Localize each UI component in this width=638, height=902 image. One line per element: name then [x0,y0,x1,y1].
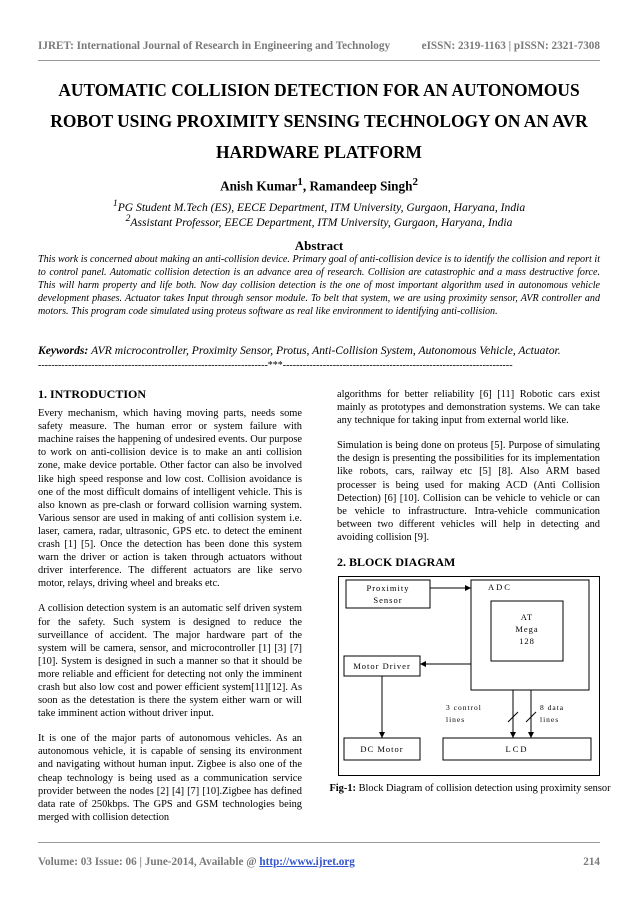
author-1-sup: 1 [297,176,303,188]
dc-motor-label: DC Motor [360,744,404,754]
footer-volume [38,856,355,868]
lcd-label: LCD [505,744,529,754]
data-lines-label-1: 8 data [540,703,565,712]
author-2: Ramandeep Singh [309,178,413,194]
right-column [337,388,600,575]
footer-prefix: Volume: 03 Issue: 06 | June-2014, Available @ [38,856,260,868]
section-separator: ---------------------------------------------------------------------***--------------------------------------------------------------------- [38,360,513,371]
adc-label: ADC [488,582,512,592]
caption-text: Block Diagram of collision detection using proximity sensor [356,783,611,794]
page-number: 214 [583,856,600,868]
paper-title [40,75,598,168]
journal-name: IJRET: International Journal of Research in Engineering and Technology [38,40,391,52]
abstract-heading: Abstract [294,238,344,253]
atmega-label-1: AT [520,612,534,622]
running-footer [38,856,600,868]
intro-paragraph-4: algorithms for better reliability [6] [11] Robotic cars exist mainly as prototypes and demonstration systems. We can take any technique for taking input from external world like. [337,389,600,427]
keywords-label: Keywords: [38,344,89,357]
control-lines-label-1: 3 control [446,703,482,712]
footer-rule [38,842,600,843]
motor-driver-label: Motor Driver [353,661,411,671]
data-lines-label-2: lines [540,715,560,724]
affiliation-1 [38,198,600,214]
running-header [38,40,600,52]
atmega-label-3: 128 [519,636,535,646]
issn: eISSN: 2319-1163 | pISSN: 2321-7308 [421,40,600,52]
introduction-heading: 1. INTRODUCTION [38,387,147,401]
block-diagram [338,576,600,776]
figure-caption [320,782,620,795]
affiliation-1-text: PG Student M.Tech (ES), EECE Department, ITM University, Gurgaon, Haryana, India [117,200,526,214]
left-column [38,388,302,836]
keywords-text: AVR microcontroller, Proximity Sensor, Protus, Anti-Collision System, Autonomous Vehicle, Actuator. [91,344,561,357]
atmega-label-2: Mega [515,624,539,634]
intro-paragraph-2: A collision detection system is an automatic self driven system for the safety. Such system is designed to reduce the surveillance of accident. The major hardware part of the system will be camera, sensor, and microcontroller [1] [3] [7] [10]. System is designed in such a manner so that it should be more reliable and efficient for detecting not only the imminent crash but also low cost and power efficient system[11][12]. As soon as the detestation is there the system either warn or will take imminent action without driver input. [38,603,302,720]
author-1: Anish Kumar [220,178,298,194]
affiliation-2-sup: 2 [125,213,131,224]
title-line-3: HARDWARE PLATFORM [216,142,422,162]
affiliation-2 [38,213,600,229]
intro-paragraph-1: Every mechanism, which having moving parts, needs some safety measure. The human error or system failure with machine raises the happening of undesired events. Our purpose to work on anti-collision device is to make an anti collision zone, make device portable. Other factor can also be involved like high speed response and low cost. Collision avoidance is one of the most difficult domains of intelligent vehicle. This is also known as pre-clash or forward collision warning system. Various sensor are used in making of anti collision system i.e. laser, camera, radar, ultrasonic, GPS etc. to detect the eminent crash [1] [5]. Once the detection has been done this system warn the driver or action is taken through actuators without driver interference. The different actuators are like servo motor, relays, driving wheel and breaks etc. [38,408,302,590]
author-list [38,176,600,194]
caption-label: Fig-1: [329,783,356,794]
author-separator: , [302,178,310,194]
header-rule [38,60,600,61]
intro-paragraph-3: It is one of the major parts of autonomous vehicles. As an autonomous vehicle, it is capable of sensing its environment and navigating without human input. Zigbee is also one of the cheap technology is being used as a communication service provider between the nodes [2] [4] [7] [10].Zigbee has defined data rate of 250kbps. The GPS and GSM technologies being merged with collision detection [38,733,302,823]
affiliation-1-sup: 1 [112,198,118,209]
abstract-text: This work is concerned about making an anti-collision device. Primary goal of anti-collision device is to identify the collision and report it to control panel. Automatic collision detection is an advance area of research. Collision are catastrophic and a mass destructive force. This will harm property and life both. Now day collision detection is the one of most important algorithm used in autonomous vehicle development phases. Actuator takes Input through sensor module. To belt that system, we are using proximity sensor, AVR controller and motors. This program code simulated using proteus software as real like environment to identifying anti-collision. [38,254,600,317]
block-diagram-heading: 2. BLOCK DIAGRAM [337,555,456,570]
affiliation-2-text: Assistant Professor, EECE Department, ITM University, Gurgaon, Haryana, India [130,215,513,229]
title-line-2: ROBOT USING PROXIMITY SENSING TECHNOLOGY ON AN AVR [50,111,588,131]
keywords [38,344,600,357]
intro-paragraph-5: Simulation is being done on proteus [5]. Purpose of simulating the design is presenting the possibilities for its implementation like robots, cars, railway etc [5] [8]. Also ARM based processer is being used for making ACD (Anti Collision Detection) [6] [10]. Collision can be vehicle to vehicle or can be vehicle to infrastructure. Intra-vehicle communication between two different vehicles will help in detecting and avoiding collision [9]. [337,440,600,543]
control-lines-label-2: lines [446,715,466,724]
title-line-1: AUTOMATIC COLLISION DETECTION FOR AN AUTONOMOUS [58,80,580,100]
proximity-label-2: Sensor [373,595,403,605]
author-2-sup: 2 [412,176,418,188]
journal-link[interactable]: http://www.ijret.org [259,856,355,868]
proximity-label-1: Proximity [366,583,410,593]
